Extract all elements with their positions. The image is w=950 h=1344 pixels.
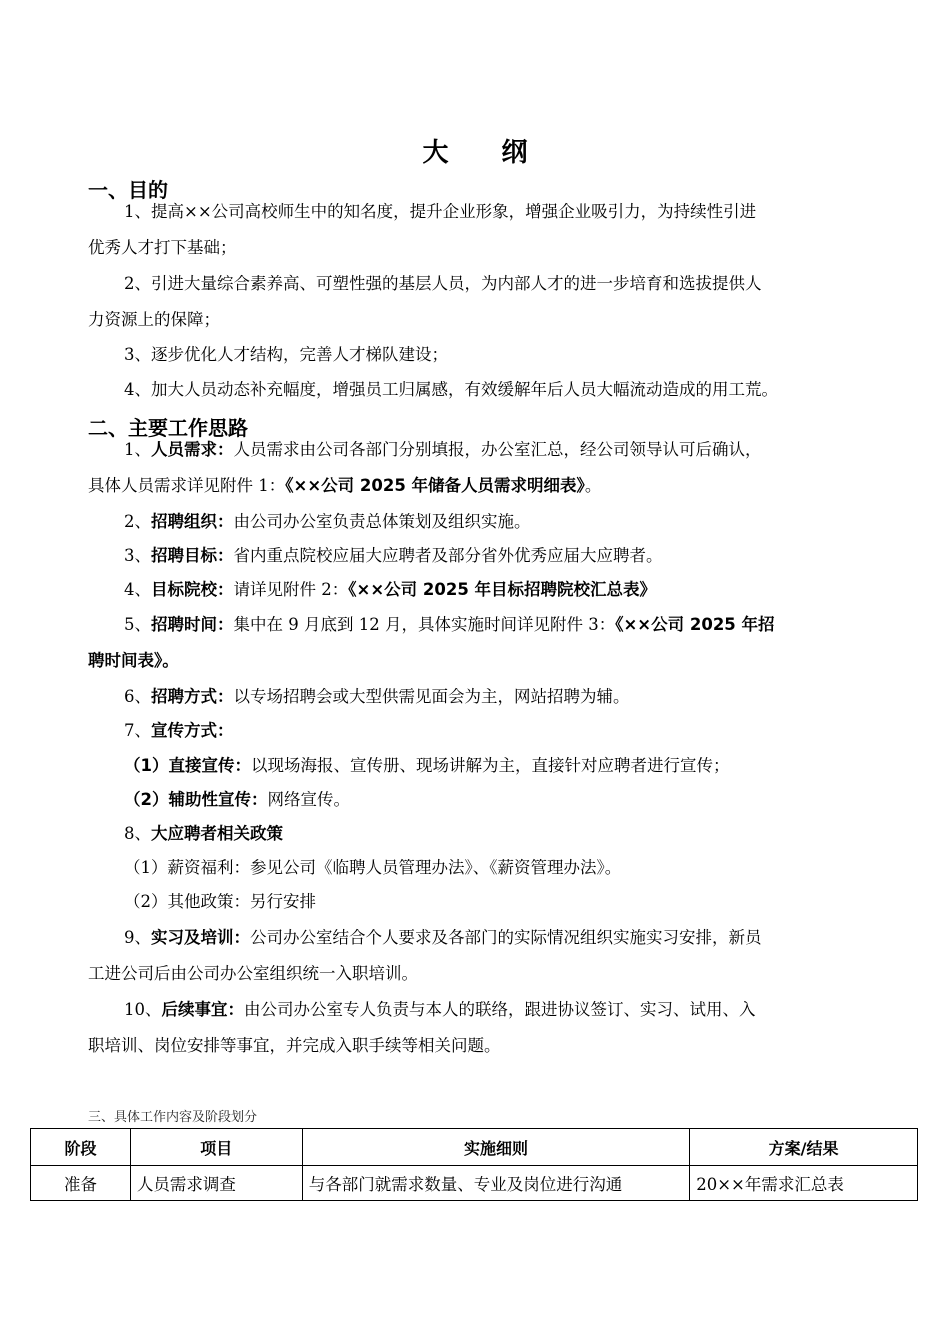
attachment1-title: 《××公司 2025 年储备人员需求明细表》 [285, 476, 585, 495]
s2-item1-line2a: 具体人员需求详见附件 1： [88, 476, 286, 495]
attachment3-title-cont: 聘时间表》。 [88, 651, 179, 670]
s2-item3-text: 省内重点院校应届大应聘者及部分省外优秀应届大应聘者。 [233, 546, 663, 565]
s2-item2 [88, 511, 904, 533]
column-header-details: 实施细则 [302, 1129, 690, 1166]
s2-item5-key: 招聘时间： [151, 615, 234, 634]
section2-heading: 二、主要工作思路 [88, 416, 248, 440]
s1-item1-line1: 1、提高××公司高校师生中的知名度，提升企业形象，增强企业吸引力，为持续性引进 [124, 202, 757, 221]
section3-heading: 三、具体工作内容及阶段划分 [88, 1110, 258, 1125]
s1-item1-line2: 优秀人才打下基础； [88, 238, 237, 257]
s2-item9-text: 公司办公室结合个人要求及各部门的实际情况组织实施实习安排，新员 [250, 928, 762, 947]
s2-item8b: （2）其他政策：另行安排 [124, 892, 316, 911]
s2-item3-key: 招聘目标： [151, 546, 234, 565]
s2-item1-line2 [88, 475, 868, 497]
s2-item7-key: 宣传方式： [151, 721, 234, 740]
column-header-stage: 阶段 [31, 1129, 131, 1166]
table-row [31, 1166, 918, 1201]
s2-item5-line2 [88, 650, 868, 672]
s1-item4: 4、加大人员动态补充幅度，增强员工归属感，有效缓解年后人员大幅流动造成的用工荒。 [124, 380, 778, 399]
s2-item6-text: 以专场招聘会或大型供需见面会为主，网站招聘为辅。 [233, 687, 630, 706]
s2-item9-num: 9、 [124, 928, 151, 947]
column-header-result: 方案/结果 [690, 1129, 918, 1166]
s2-item6 [88, 686, 904, 708]
s2-item3-num: 3、 [124, 546, 151, 565]
s2-item10-num: 10、 [124, 1000, 162, 1019]
s1-item3: 3、逐步优化人才结构，完善人才梯队建设； [124, 345, 448, 364]
s2-item7a-text: 以现场海报、宣传册、现场讲解为主，直接针对应聘者进行宣传； [250, 756, 730, 775]
attachment3-title: 《××公司 2025 年招 [615, 615, 775, 634]
table-header-row [31, 1129, 918, 1166]
s2-item1-line2c: 。 [584, 476, 602, 495]
s2-item4 [88, 579, 904, 601]
s2-item7a-key: （1）直接宣传： [124, 756, 251, 775]
section1-heading: 一、目的 [88, 178, 168, 202]
s2-item7 [88, 720, 904, 742]
work-plan-table [30, 1128, 918, 1201]
s2-item10-line1 [88, 999, 904, 1021]
s1-item2-line2: 力资源上的保障； [88, 310, 220, 329]
s2-item4-key: 目标院校： [151, 580, 234, 599]
s2-item7b [88, 789, 904, 811]
s2-item8a: （1）薪资福利：参见公司《临聘人员管理办法》、《薪资管理办法》。 [124, 858, 622, 877]
s2-item9-line2: 工进公司后由公司办公室组织统一入职培训。 [88, 964, 418, 983]
s2-item9-line1 [88, 927, 904, 949]
s2-item2-key: 招聘组织： [151, 512, 234, 531]
s2-item6-key: 招聘方式： [151, 687, 234, 706]
s2-item1-key: 人员需求： [151, 440, 234, 459]
s2-item1-line1 [88, 439, 904, 461]
cell-details: 与各部门就需求数量、专业及岗位进行沟通 [302, 1166, 690, 1201]
document-title: 大 纲 [422, 138, 550, 168]
s2-item4-text: 请详见附件 2： [233, 580, 349, 599]
s2-item7b-key: （2）辅助性宣传： [124, 790, 268, 809]
s2-item6-num: 6、 [124, 687, 151, 706]
cell-item: 人员需求调查 [130, 1166, 302, 1201]
s2-item7a [88, 755, 904, 777]
s2-item8-num: 8、 [124, 824, 151, 843]
s2-item7b-text: 网络宣传。 [267, 790, 350, 809]
s2-item3 [88, 545, 904, 567]
s2-item10-text: 由公司办公室专人负责与本人的联络，跟进协议签订、实习、试用、入 [244, 1000, 756, 1019]
s1-item2-line1: 2、引进大量综合素养高、可塑性强的基层人员，为内部人才的进一步培育和选拔提供人 [124, 274, 762, 293]
column-header-item: 项目 [130, 1129, 302, 1166]
s2-item10-line2: 职培训、岗位安排等事宜，并完成入职手续等相关问题。 [88, 1036, 501, 1055]
s2-item10-key: 后续事宜： [161, 1000, 244, 1019]
s2-item5-text: 集中在 9 月底到 12 月，具体实施时间详见附件 3： [233, 615, 616, 634]
s2-item8-key: 大应聘者相关政策 [151, 824, 283, 843]
s2-item9-key: 实习及培训： [151, 928, 250, 947]
s2-item8 [88, 823, 904, 845]
s2-item1-text: 人员需求由公司各部门分别填报，办公室汇总，经公司领导认可后确认， [233, 440, 762, 459]
s2-item4-num: 4、 [124, 580, 151, 599]
cell-stage: 准备 [31, 1166, 131, 1201]
s2-item7-num: 7、 [124, 721, 151, 740]
s2-item2-text: 由公司办公室负责总体策划及组织实施。 [233, 512, 531, 531]
s2-item1-num: 1、 [124, 440, 151, 459]
s2-item5-line1 [88, 614, 904, 636]
s2-item2-num: 2、 [124, 512, 151, 531]
s2-item5-num: 5、 [124, 615, 151, 634]
cell-result: 20××年需求汇总表 [690, 1166, 918, 1201]
attachment2-title: 《××公司 2025 年目标招聘院校汇总表》 [348, 580, 657, 599]
